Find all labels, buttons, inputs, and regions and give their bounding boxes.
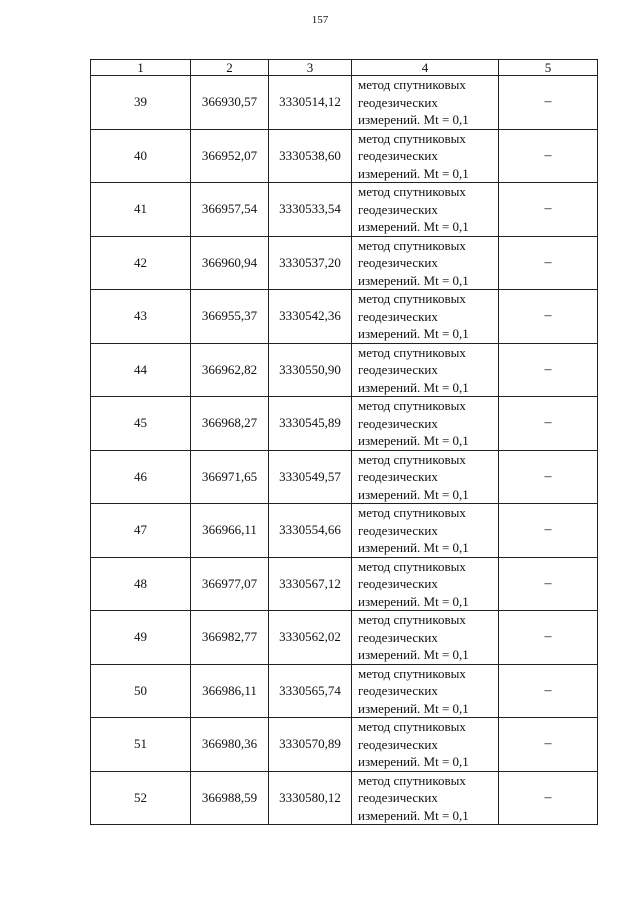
table-row	[91, 664, 598, 718]
header-row	[91, 60, 598, 76]
note-cell: –	[499, 76, 598, 130]
point-number-cell: 45	[91, 397, 191, 451]
method-line: метод спутниковых	[358, 237, 466, 253]
note-cell: –	[499, 343, 598, 397]
note-cell: –	[499, 771, 598, 825]
y-coordinate-cell: 3330533,54	[269, 183, 352, 237]
header-col-5: 5	[499, 60, 598, 76]
method-line: метод спутниковых	[358, 184, 466, 199]
page-number: 157	[311, 14, 329, 26]
method-cell	[352, 718, 499, 772]
method-line: геодезических	[358, 469, 438, 484]
x-coordinate-cell: 366960,94	[191, 236, 269, 290]
header-col-1: 1	[91, 60, 191, 76]
header-col-3: 3	[269, 60, 352, 76]
point-number-cell: 51	[91, 718, 191, 772]
y-coordinate-cell: 3330567,12	[269, 557, 352, 611]
note-cell: –	[499, 397, 598, 451]
method-line: геодезических	[358, 94, 438, 110]
method-line: измерений. Mt = 0,1	[358, 165, 469, 181]
y-coordinate-cell: 3330570,89	[269, 718, 352, 772]
y-coordinate-cell: 3330565,74	[269, 664, 352, 718]
method-line: геодезических	[358, 362, 438, 377]
point-number-cell: 41	[91, 183, 191, 237]
method-line: метод спутниковых	[358, 719, 466, 734]
x-coordinate-cell: 366962,82	[191, 343, 269, 397]
method-line: измерений. Mt = 0,1	[358, 807, 469, 823]
table-row	[91, 76, 598, 130]
method-line: метод спутниковых	[358, 665, 466, 681]
method-cell	[352, 236, 499, 290]
method-line: метод спутниковых	[358, 398, 466, 413]
note-cell: –	[499, 236, 598, 290]
method-line: геодезических	[358, 255, 438, 270]
method-line: измерений. Mt = 0,1	[358, 433, 469, 448]
point-number-cell: 39	[91, 76, 191, 130]
method-cell	[352, 557, 499, 611]
table-row	[91, 397, 598, 451]
table-row	[91, 290, 598, 344]
table-row	[91, 504, 598, 558]
x-coordinate-cell: 366986,11	[191, 664, 269, 718]
method-line: геодезических	[358, 522, 438, 538]
point-number-cell: 43	[91, 290, 191, 344]
note-cell: –	[499, 611, 598, 665]
coordinates-table	[90, 59, 598, 825]
method-line: измерений. Mt = 0,1	[358, 754, 469, 769]
method-line: измерений. Mt = 0,1	[358, 219, 469, 234]
y-coordinate-cell: 3330545,89	[269, 397, 352, 451]
method-line: измерений. Mt = 0,1	[358, 486, 469, 502]
point-number-cell: 42	[91, 236, 191, 290]
method-line: метод спутниковых	[358, 130, 466, 146]
y-coordinate-cell: 3330514,12	[269, 76, 352, 130]
note-cell: –	[499, 664, 598, 718]
method-cell	[352, 664, 499, 718]
method-cell	[352, 129, 499, 183]
table-row	[91, 183, 598, 237]
note-cell: –	[499, 183, 598, 237]
y-coordinate-cell: 3330554,66	[269, 504, 352, 558]
method-cell	[352, 504, 499, 558]
table-row	[91, 557, 598, 611]
header-col-4: 4	[352, 60, 499, 76]
y-coordinate-cell: 3330542,36	[269, 290, 352, 344]
x-coordinate-cell: 366955,37	[191, 290, 269, 344]
method-line: измерений. Mt = 0,1	[358, 272, 469, 288]
point-number-cell: 49	[91, 611, 191, 665]
method-line: измерений. Mt = 0,1	[358, 326, 469, 341]
method-line: метод спутниковых	[358, 344, 466, 360]
x-coordinate-cell: 366988,59	[191, 771, 269, 825]
table-header	[91, 60, 598, 76]
point-number-cell: 47	[91, 504, 191, 558]
x-coordinate-cell: 366957,54	[191, 183, 269, 237]
point-number-cell: 50	[91, 664, 191, 718]
point-number-cell: 48	[91, 557, 191, 611]
method-line: геодезических	[358, 629, 438, 645]
method-line: метод спутниковых	[358, 77, 466, 92]
method-cell	[352, 76, 499, 130]
y-coordinate-cell: 3330538,60	[269, 129, 352, 183]
method-cell	[352, 771, 499, 825]
y-coordinate-cell: 3330537,20	[269, 236, 352, 290]
table-row	[91, 236, 598, 290]
note-cell: –	[499, 290, 598, 344]
method-line: измерений. Mt = 0,1	[358, 379, 469, 395]
x-coordinate-cell: 366930,57	[191, 76, 269, 130]
note-cell: –	[499, 557, 598, 611]
method-cell	[352, 290, 499, 344]
method-line: геодезических	[358, 683, 438, 698]
y-coordinate-cell: 3330549,57	[269, 450, 352, 504]
method-line: измерений. Mt = 0,1	[358, 540, 469, 555]
method-line: измерений. Mt = 0,1	[358, 700, 469, 716]
x-coordinate-cell: 366968,27	[191, 397, 269, 451]
point-number-cell: 44	[91, 343, 191, 397]
method-line: измерений. Mt = 0,1	[358, 647, 469, 662]
method-line: метод спутниковых	[358, 612, 466, 627]
method-line: метод спутниковых	[358, 505, 466, 520]
method-line: геодезических	[358, 201, 438, 217]
method-cell	[352, 183, 499, 237]
note-cell: –	[499, 450, 598, 504]
table-row	[91, 129, 598, 183]
x-coordinate-cell: 366977,07	[191, 557, 269, 611]
method-line: геодезических	[358, 790, 438, 805]
x-coordinate-cell: 366952,07	[191, 129, 269, 183]
method-line: геодезических	[358, 576, 438, 591]
y-coordinate-cell: 3330562,02	[269, 611, 352, 665]
method-cell	[352, 397, 499, 451]
header-col-2: 2	[191, 60, 269, 76]
y-coordinate-cell: 3330550,90	[269, 343, 352, 397]
table-body	[91, 76, 598, 825]
method-cell	[352, 450, 499, 504]
note-cell: –	[499, 718, 598, 772]
method-line: метод спутниковых	[358, 772, 466, 788]
method-line: измерений. Mt = 0,1	[358, 112, 469, 127]
note-cell: –	[499, 129, 598, 183]
method-line: измерений. Mt = 0,1	[358, 593, 469, 609]
x-coordinate-cell: 366980,36	[191, 718, 269, 772]
point-number-cell: 46	[91, 450, 191, 504]
note-cell: –	[499, 504, 598, 558]
method-line: геодезических	[358, 148, 438, 163]
method-line: геодезических	[358, 308, 438, 324]
method-cell	[352, 611, 499, 665]
method-line: метод спутниковых	[358, 291, 466, 306]
table-row	[91, 611, 598, 665]
method-line: метод спутниковых	[358, 451, 466, 467]
table-row	[91, 771, 598, 825]
y-coordinate-cell: 3330580,12	[269, 771, 352, 825]
method-line: геодезических	[358, 415, 438, 431]
method-line: метод спутниковых	[358, 558, 466, 574]
x-coordinate-cell: 366971,65	[191, 450, 269, 504]
table-row	[91, 343, 598, 397]
method-line: геодезических	[358, 736, 438, 752]
point-number-cell: 40	[91, 129, 191, 183]
point-number-cell: 52	[91, 771, 191, 825]
x-coordinate-cell: 366982,77	[191, 611, 269, 665]
table-row	[91, 718, 598, 772]
table-row	[91, 450, 598, 504]
x-coordinate-cell: 366966,11	[191, 504, 269, 558]
method-cell	[352, 343, 499, 397]
